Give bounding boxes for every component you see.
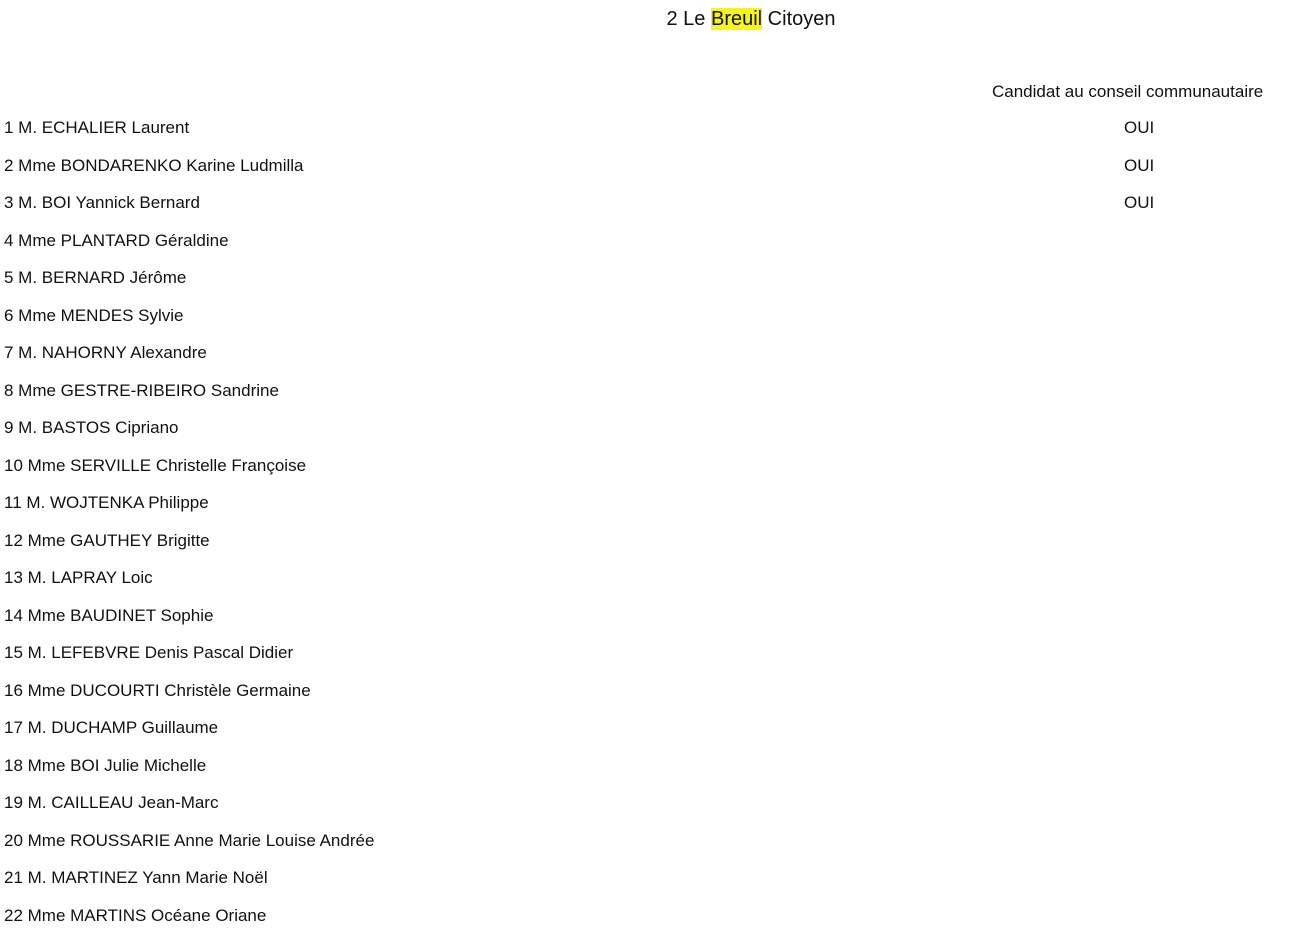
candidate-row-10 [0,454,1300,492]
candidate-row-12 [0,529,1300,567]
candidate-row-11 [0,491,1300,529]
candidate-row-19 [0,791,1300,829]
candidate-name: 20 Mme ROUSSARIE Anne Marie Louise Andrée [4,830,375,850]
candidate-name: 11 M. WOJTENKA Philippe [4,493,209,512]
list-title-suffix: Citoyen [762,8,836,30]
candidate-name: 22 Mme MARTINS Océane Oriane [4,905,267,925]
candidate-row-21 [0,866,1300,904]
candidate-row-3 [0,191,1300,229]
column-header-community-council: Candidat au conseil communautaire [992,82,1264,101]
council-flag: OUI [1124,155,1155,175]
candidate-row-15 [0,641,1300,679]
candidate-name: 7 M. NAHORNY Alexandre [4,343,207,362]
candidate-row-1 [0,116,1300,154]
candidate-row-6 [0,304,1300,342]
candidate-row-18 [0,754,1300,792]
candidate-row-2 [0,154,1300,192]
candidate-row-8 [0,379,1300,417]
candidate-name: 18 Mme BOI Julie Michelle [4,755,207,775]
candidate-name: 13 M. LAPRAY Loic [4,568,153,587]
candidate-row-17 [0,716,1300,754]
candidate-name: 3 M. BOI Yannick Bernard [4,193,200,212]
list-title-highlight: Breuil [710,8,763,30]
candidate-name: 14 Mme BAUDINET Sophie [4,605,214,625]
candidate-name: 17 M. DUCHAMP Guillaume [4,718,219,737]
candidate-row-9 [0,416,1300,454]
candidate-name: 19 M. CAILLEAU Jean-Marc [4,793,219,812]
candidate-row-7 [0,341,1300,379]
candidate-row-20 [0,829,1300,867]
candidate-name: 10 Mme SERVILLE Christelle Françoise [4,455,307,475]
candidate-name: 1 M. ECHALIER Laurent [4,118,190,137]
candidate-name: 2 Mme BONDARENKO Karine Ludmilla [4,155,304,175]
candidate-row-14 [0,604,1300,642]
candidate-name: 15 M. LEFEBVRE Denis Pascal Didier [4,643,294,662]
council-flag: OUI [1124,118,1155,137]
candidate-name: 21 M. MARTINEZ Yann Marie Noël [4,868,268,887]
candidate-name: 12 Mme GAUTHEY Brigitte [4,530,210,550]
list-title [0,6,1300,32]
candidate-name: 16 Mme DUCOURTI Christèle Germaine [4,680,311,700]
candidate-row-16 [0,679,1300,717]
candidate-row-13 [0,566,1300,604]
candidate-list [0,116,1300,941]
list-title-prefix: 2 Le [666,8,711,30]
candidate-row-5 [0,266,1300,304]
candidate-name: 9 M. BASTOS Cipriano [4,418,179,437]
candidate-name: 8 Mme GESTRE-RIBEIRO Sandrine [4,380,279,400]
candidate-row-4 [0,229,1300,267]
candidate-row-22 [0,904,1300,942]
candidate-name: 5 M. BERNARD Jérôme [4,268,187,287]
council-flag: OUI [1124,193,1155,212]
candidate-name: 6 Mme MENDES Sylvie [4,305,184,325]
candidate-name: 4 Mme PLANTARD Géraldine [4,230,229,250]
